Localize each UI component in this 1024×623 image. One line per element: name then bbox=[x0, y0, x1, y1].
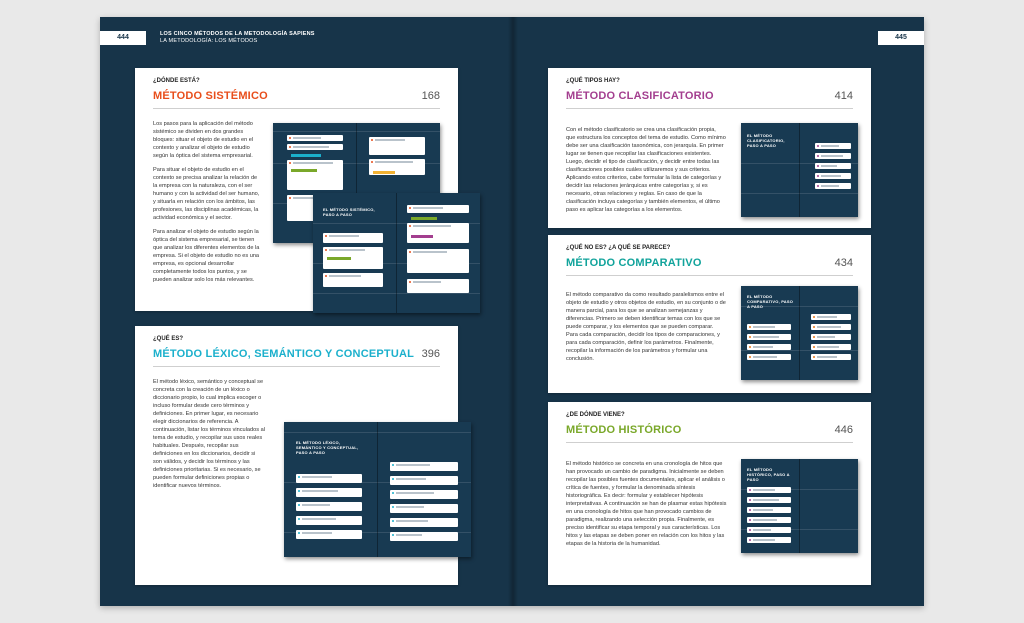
card-body bbox=[566, 126, 726, 220]
thumbnail-title: EL MÉTODO HISTÓRICO, PASO A PASO bbox=[747, 467, 790, 482]
running-head-title: LOS CINCO MÉTODOS DE LA METODOLOGÍA SAPIENS bbox=[160, 31, 315, 37]
thumbnail-spread bbox=[741, 459, 858, 553]
book-spread bbox=[100, 17, 924, 606]
card-page-ref: 434 bbox=[834, 257, 853, 269]
card-body bbox=[566, 460, 728, 554]
card-divider bbox=[566, 442, 853, 443]
card-paragraph: Los pasos para la aplicación del método sistémico se dividen en dos grandes bloques: situar el objeto de estudio en el contexto y analizar el objeto de estudio según la óptica del sistema empresarial. bbox=[153, 121, 254, 159]
card-kicker: ¿DÓNDE ESTÁ? bbox=[153, 78, 200, 84]
card-page-ref: 396 bbox=[421, 348, 440, 360]
thumbnail-title: EL MÉTODO CLASIFICATORIO, PASO A PASO bbox=[747, 133, 785, 148]
card-title: MÉTODO COMPARATIVO bbox=[566, 257, 702, 269]
card-metodo-clasificatorio bbox=[548, 68, 871, 228]
card-divider bbox=[566, 108, 853, 109]
card-body bbox=[153, 378, 265, 496]
card-kicker: ¿QUÉ NO ES? ¿A QUÉ SE PARECE? bbox=[566, 245, 671, 251]
card-paragraph: Con el método clasificatorio se crea una clasificación propia, que estructura los conceptos del tema de estudio. Como mínimo debe ser una clasificación taxonómica, con jerarquía. En primer lugar se tienen que recopilar las clasificaciones existentes. Luego, decidir el tipo de clasificación, y decidir entre todas las clasificaciones posibles cuáles utilizaremos y sus criterios. Aplicando estos criterios, cabe formular la lista de categorías y decidir las relaciones jerárquicas entre categorías y, si es necesario, otras relaciones y reglas. En caso de que la clasificación incluya categorías y también elementos, el último paso es aplicar las categorías a los elementos. bbox=[566, 127, 726, 213]
running-head bbox=[160, 31, 315, 45]
card-divider bbox=[153, 366, 440, 367]
book-gutter bbox=[508, 17, 518, 606]
card-kicker: ¿QUÉ ES? bbox=[153, 336, 184, 342]
card-metodo-historico bbox=[548, 402, 871, 585]
card-page-ref: 168 bbox=[421, 90, 440, 102]
card-kicker: ¿DE DÓNDE VIENE? bbox=[566, 412, 625, 418]
card-body bbox=[153, 120, 263, 290]
card-metodo-sistemico bbox=[135, 68, 458, 311]
running-head-subtitle: LA METODOLOGÍA: LOS MÉTODOS bbox=[160, 38, 258, 44]
card-title: MÉTODO SISTÉMICO bbox=[153, 90, 268, 102]
left-page-number: 444 bbox=[100, 31, 146, 45]
card-paragraph: Para analizar el objeto de estudio según la óptica del sistema empresarial, se tienen que analizar los diferentes elementos de la empresa. Si el objeto de estudio no es una empresa, es opcional desarrollar completamente todos los puntos, y se pueden analizar solo los más relevantes. bbox=[153, 229, 260, 283]
card-title: MÉTODO HISTÓRICO bbox=[566, 424, 682, 436]
card-metodo-lexico bbox=[135, 326, 458, 585]
thumbnail-spread bbox=[284, 422, 471, 557]
card-divider bbox=[153, 108, 440, 109]
card-body bbox=[566, 291, 726, 369]
card-paragraph: El método léxico, semántico y conceptual se concreta con la creación de un léxico o diccionario propio, lo cual implica escoger o incluso formular desde cero términos y definiciones. En primer lugar, es necesario elegir diccionarios de referencia. A continuación, listar los términos vinculados al tema de estudio, y recopilar sus usos reales habituales. Después, recopilar sus definiciones en los diccionarios, decidir si son válidos, y decidir los términos y las definiciones prioritarias. Si es necesario, se pueden formular definiciones propias o identificar nuevos términos. bbox=[153, 379, 265, 489]
thumbnail-spread bbox=[741, 123, 858, 217]
thumbnail-spread bbox=[741, 286, 858, 380]
card-title: MÉTODO LÉXICO, SEMÁNTICO Y CONCEPTUAL bbox=[153, 348, 415, 360]
card-page-ref: 446 bbox=[834, 424, 853, 436]
thumbnail-title: EL MÉTODO LÉXICO, SEMÁNTICO Y CONCEPTUAL, PASO A PASO bbox=[296, 440, 359, 455]
card-kicker: ¿QUÉ TIPOS HAY? bbox=[566, 78, 620, 84]
right-page-number: 445 bbox=[878, 31, 924, 45]
card-title: MÉTODO CLASIFICATORIO bbox=[566, 90, 714, 102]
card-paragraph: Para situar el objeto de estudio en el contexto se precisa analizar la relación de la empresa con la naturaleza, con el ser humano y con la actividad del ser humano, y situarla en relación con los ámbitos, las profesiones, las disciplinas académicas, la actividad económica y el sector. bbox=[153, 167, 260, 221]
card-page-ref: 414 bbox=[834, 90, 853, 102]
thumbnail-title: EL MÉTODO COMPARATIVO, PASO A PASO bbox=[747, 294, 794, 309]
card-divider bbox=[566, 275, 853, 276]
thumbnail-title: EL MÉTODO SISTÉMICO, PASO A PASO bbox=[323, 207, 375, 217]
card-metodo-comparativo bbox=[548, 235, 871, 393]
thumbnail-spread-front bbox=[313, 193, 480, 313]
card-paragraph: El método histórico se concreta en una cronología de hitos que han provocado un cambio de paradigma. Inicialmente se deben recopilar las posibles fuentes documentales, aplicar el análisis o crítica de fuentes, y formular la denominada síntesis historiográfica. Es decir: formular y establecer hipótesis interpretativas. A continuación se han de plasmar estas hipótesis en una cronología de hitos que han provocado cambios de paradigma, realizando una selección propia. Finalmente, es preciso identificar su etapa temporal y sus características. Los hitos y las etapas se deben poner en relación con los hitos y las etapas de la historia de la humanidad. bbox=[566, 461, 727, 547]
card-paragraph: El método comparativo da como resultado paralelismos entre el objeto de estudio y otros objetos de estudio, en su conjunto o de manera parcial, para los que se analizan semejanzas y diferencias. Primero se deben identificar temas con los que se puede comparar, y los elementos que se pueden comparar. Para cada comparación, decidir los tipos de comparaciones, y para cada comparación, definir los parámetros. Finalmente, recopilar la información de los parámetros y formular una conclusión. bbox=[566, 292, 726, 362]
